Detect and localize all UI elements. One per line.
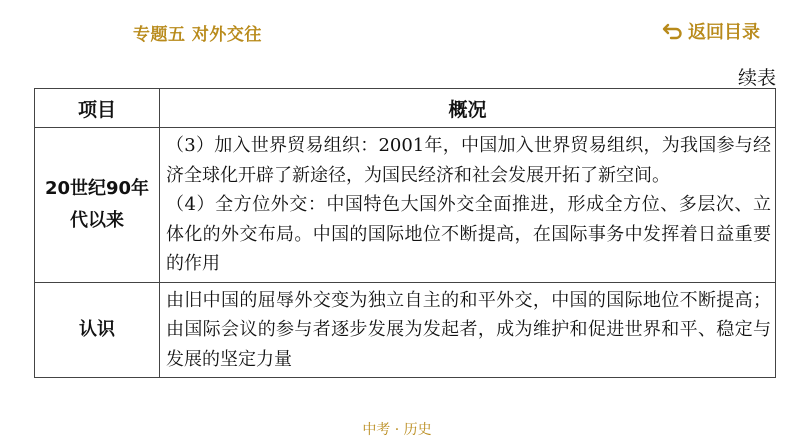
- back-label: 返回目录: [688, 22, 760, 43]
- paragraph-wto: （3）加入世界贸易组织：2001年，中国加入世界贸易组织，为我国参与经济全球化开辟了新途径，为国民经济和社会发展开拓了新空间。: [166, 135, 771, 186]
- row-label-understanding: 认识: [35, 282, 160, 378]
- column-header-overview: 概况: [160, 89, 776, 128]
- table-row: [35, 128, 776, 283]
- return-arrow-icon: [662, 22, 684, 40]
- table-row: [35, 282, 776, 378]
- table-header-row: [35, 89, 776, 128]
- paragraph-omnidirectional-diplomacy: （4）全方位外交：中国特色大国外交全面推进，形成全方位、多层次、立体化的外交布局。中国的国际地位不断提高，在国际事务中发挥着日益重要的作用: [166, 194, 771, 274]
- summary-table: [34, 88, 776, 378]
- column-header-item: 项目: [35, 89, 160, 128]
- row-label-1990s: [35, 128, 160, 283]
- paragraph-understanding: 由旧中国的屈辱外交变为独立自主的和平外交，中国的国际地位不断提高；由国际会议的参与者逐步发展为发起者，成为维护和促进世界和平、稳定与发展的坚定力量: [166, 289, 771, 370]
- back-to-contents-button[interactable]: [662, 18, 760, 44]
- topic-title: 专题五 对外交往: [133, 25, 262, 45]
- row-content-1990s: [160, 128, 776, 283]
- footer-subject: 中考 · 历史: [362, 422, 432, 438]
- continued-label: 续表: [737, 67, 776, 89]
- row-content-understanding: [160, 282, 776, 378]
- row-label-line: 20世纪90年: [44, 177, 150, 199]
- row-label-line: 代以来: [70, 209, 124, 231]
